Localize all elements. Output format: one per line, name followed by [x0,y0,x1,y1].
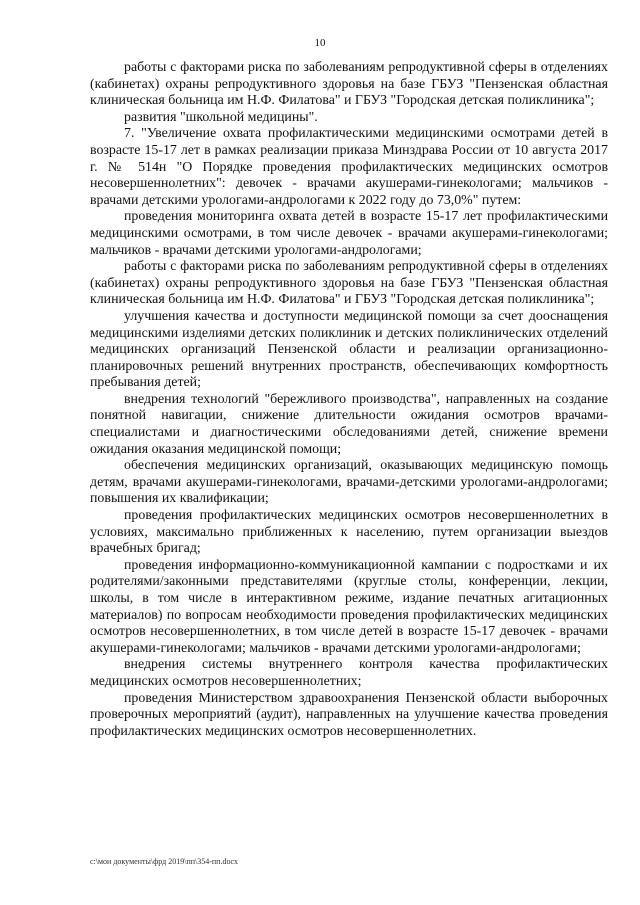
paragraph: работы с факторами риска по заболеваниям репродуктивной сферы в отделениях (кабинетах) охраны репродуктивного здоровья на базе ГБУЗ "Пензенская областная клиническая больница им Н.Ф. Филатова" и ГБУЗ "Городская детская поликлиника"; [90,60,608,109]
paragraph: проведения мониторинга охвата детей в возрасте 15-17 лет профилактическими медицинскими осмотрами, в том числе девочек - врачами акушерами-гинекологами; мальчиков - врачами детскими урологами-андрологами; [90,209,608,258]
paragraph: внедрения системы внутреннего контроля качества профилактических медицинских осмотров несовершеннолетних; [90,657,608,689]
document-body [90,60,608,740]
paragraph: проведения информационно-коммуникационной кампании с подростками и их родителями/законными представителями (круглые столы, конференции, лекции, школы, в том числе в интерактивном режиме, издание печатных агитационных материалов) по вопросам необходимости проведения профилактических медицинских осмотров несовершеннолетних, в том числе детей в возрасте 15-17 девочек - врачами акушерами-гинекологами; мальчиков - врачами детскими урологами-андрологами; [90,557,608,656]
paragraph: 7. "Увеличение охвата профилактическими медицинскими осмотрами детей в возрасте 15-17 лет в рамках реализации приказа Минздрава России от 10 августа 2017 г. № 514н "О Порядке проведения профилактических медицинских осмотров несовершеннолетних": девочек - врачами акушерами-гинекологами; мальчиков - врачами детскими урологами-андрологами к 2022 году до 73,0%" путем: [90,126,608,208]
paragraph: работы с факторами риска по заболеваниям репродуктивной сферы в отделениях (кабинетах) охраны репродуктивного здоровья на базе ГБУЗ "Пензенская областная клиническая больница им Н.Ф. Филатова" и ГБУЗ "Городская детская поликлиника"; [90,259,608,308]
file-path-footer: c:\мои документы\фрд 2019\пп\354-пп.docx [90,857,238,866]
paragraph: проведения профилактических медицинских осмотров несовершеннолетних в условиях, максимально приближенных к населению, путем организации выездов врачебных бригад; [90,508,608,557]
paragraph: развития "школьной медицины". [124,109,318,125]
paragraph: обеспечения медицинских организаций, оказывающих медицинскую помощь детям, врачами акушерами-гинекологами, врачами-детскими урологами-андрологами; повышения их квалификации; [90,458,608,507]
paragraph: внедрения технологий "бережливого производства", направленных на создание понятной навигации, снижение длительности ожидания осмотров врачами-специалистами и диагностическими обследованиями детей, снижение времени ожидания оказания медицинской помощи; [90,391,608,457]
paragraph: улучшения качества и доступности медицинской помощи за счет дооснащения медицинскими изделиями детских поликлиник и детских поликлинических отделений медицинских организаций Пензенской области и реализации организационно-планировочных решений внутренних пространств, обеспечивающих комфортность пребывания детей; [90,308,608,391]
paragraph: проведения Министерством здравоохранения Пензенской области выборочных проверочных мероприятий (аудит), направленных на улучшение качества проведения профилактических медицинских осмотров несовершеннолетних. [90,690,608,739]
page-number: 10 [314,37,326,49]
